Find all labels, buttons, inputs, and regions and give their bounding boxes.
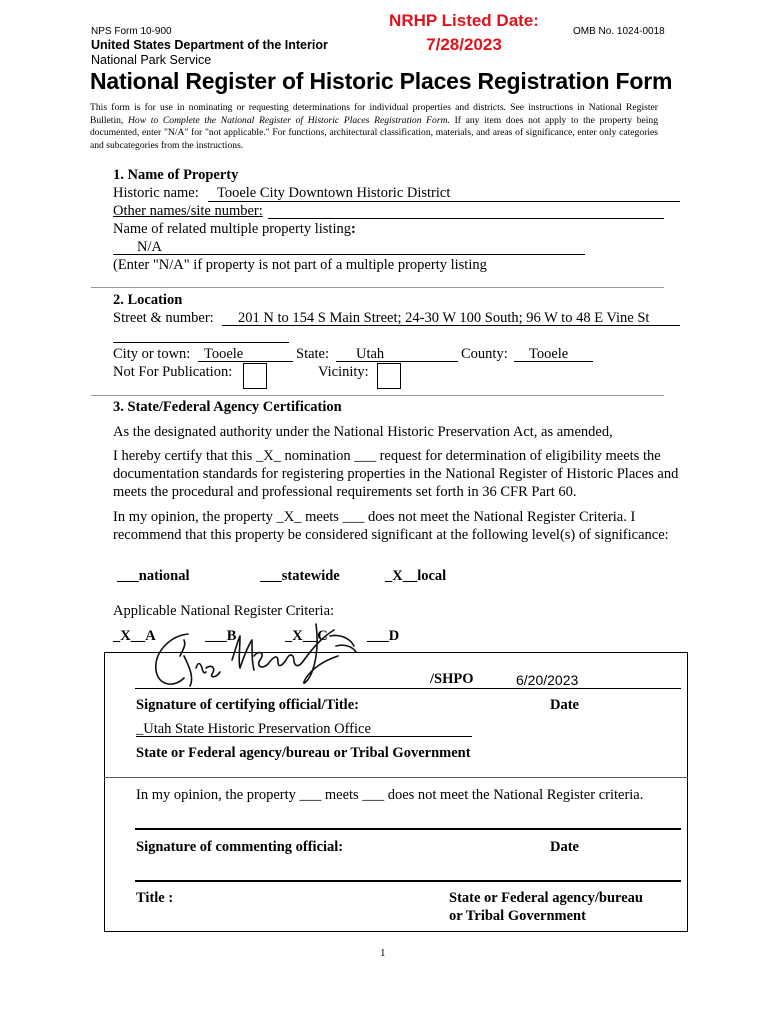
date-label: Date <box>550 697 579 713</box>
agency-value[interactable]: _Utah State Historic Preservation Office <box>136 721 371 737</box>
signature-label: Signature of certifying official/Title: <box>136 697 359 713</box>
form-number: NPS Form 10-900 <box>91 26 172 37</box>
other-names-label: Other names/site number: <box>113 203 263 219</box>
criteria-c[interactable]: _X__C <box>285 628 328 644</box>
criteria-d[interactable]: ___D <box>367 628 400 644</box>
county-label: County: <box>461 346 508 362</box>
publication-checkbox[interactable] <box>243 363 267 389</box>
street-label: Street & number: <box>113 310 214 326</box>
agency-label-2b: or Tribal Government <box>449 908 586 924</box>
agency-label: State or Federal agency/bureau or Tribal Government <box>136 745 471 761</box>
certify-paragraph: I hereby certify that this _X_ nomination ___ request for determination of eligibility meets the documentation standards for registering properties in the National Register of Historic Places and meets the procedural and professional requirements set forth in 36 CFR Part 60. <box>113 448 679 500</box>
service: National Park Service <box>91 53 212 67</box>
page-title: National Register of Historic Places Registration Form <box>90 68 673 94</box>
city-value[interactable]: Tooele <box>204 346 244 362</box>
vicinity-checkbox[interactable] <box>377 363 401 389</box>
title-label: Title : <box>136 890 174 906</box>
state-label: State: <box>296 346 330 362</box>
listed-date-value: 7/28/2023 <box>426 35 502 54</box>
agency-label-2a: State or Federal agency/bureau <box>449 890 643 906</box>
street-value[interactable]: 201 N to 154 S Main Street; 24-30 W 100 South; 96 W to 48 E Vine St <box>238 310 650 326</box>
department: United States Department of the Interior <box>91 38 328 52</box>
level-local[interactable]: _X__local <box>385 568 447 584</box>
handwritten-signature <box>140 616 370 696</box>
opinion2-text: In my opinion, the property ___ meets ___ does not meet the National Register criteria. <box>136 787 644 803</box>
omb-number: OMB No. 1024-0018 <box>573 26 665 37</box>
historic-name-label: Historic name: <box>113 185 199 201</box>
na-note: (Enter "N/A" if property is not part of a multiple property listing <box>113 257 487 273</box>
related-listing-value[interactable]: N/A <box>137 239 162 255</box>
vicinity-label: Vicinity: <box>318 364 369 380</box>
commenting-signature-label: Signature of commenting official: <box>136 839 344 855</box>
criteria-a[interactable]: _X__A <box>113 628 156 644</box>
criteria-label: Applicable National Register Criteria: <box>113 603 335 619</box>
historic-name-value[interactable]: Tooele City Downtown Historic District <box>217 185 451 201</box>
section3-heading: 3. State/Federal Agency Certification <box>113 399 342 415</box>
shpo-label: /SHPO <box>430 671 474 687</box>
intro-paragraph: This form is for use in nominating or requesting determinations for individual properties and districts. See instructions in National Register Bulletin, How to Complete the National Register of Historic Places Registration Form. If any item does not apply to the property being documented, enter "N/A" for "not applicable." For functions, architectural classification, materials, and areas of significance, enter only categories and subcategories from the instructions. <box>90 102 659 151</box>
section2-heading: 2. Location <box>113 292 183 308</box>
nomination-mark[interactable]: _X_ <box>255 448 281 464</box>
authority-text: As the designated authority under the National Historic Preservation Act, as amended, <box>113 424 613 440</box>
publication-label: Not For Publication: <box>113 364 233 380</box>
level-national[interactable]: ___national <box>117 568 190 584</box>
date-label-2: Date <box>550 839 579 855</box>
related-listing-label: Name of related multiple property listing: <box>113 221 356 237</box>
signature-date[interactable]: 6/20/2023 <box>516 672 579 688</box>
page-number: 1 <box>380 947 386 959</box>
meets-mark[interactable]: _X_ <box>276 509 302 525</box>
level-statewide[interactable]: ___statewide <box>260 568 340 584</box>
state-value[interactable]: Utah <box>356 346 385 362</box>
section1-heading: 1. Name of Property <box>113 167 239 183</box>
opinion-paragraph: In my opinion, the property _X_ meets ___ does not meet the National Register Criteria. I recommend that this property be considered significant at the following level(s) of significance: <box>113 509 669 543</box>
county-value[interactable]: Tooele <box>529 346 569 362</box>
criteria-b[interactable]: ___B <box>205 628 237 644</box>
listed-date-label: NRHP Listed Date: <box>389 11 539 30</box>
city-label: City or town: <box>113 346 191 362</box>
